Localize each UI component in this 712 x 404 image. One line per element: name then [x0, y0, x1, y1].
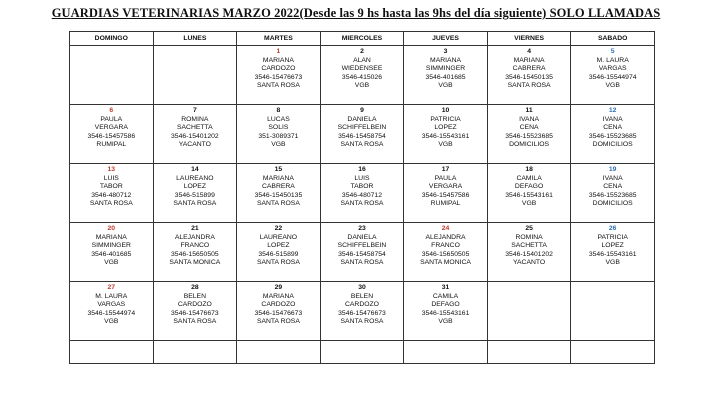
day-number: 7 — [192, 107, 197, 114]
vet-first-name: MARIANA — [430, 56, 462, 64]
vet-phone: 3546-15523685 — [588, 191, 637, 199]
day-cell — [571, 341, 655, 364]
vet-last-name: CARDOZO — [177, 301, 212, 309]
vet-first-name: DANIELA — [347, 233, 377, 241]
header-jueves: JUEVES — [404, 32, 488, 46]
week-row — [70, 164, 655, 223]
day-number: 11 — [525, 107, 533, 114]
day-cell — [404, 282, 488, 341]
day-number: 27 — [107, 284, 116, 291]
day-cell — [571, 164, 655, 223]
vet-phone: 3546-415026 — [341, 73, 382, 81]
header-sabado: SABADO — [571, 32, 655, 46]
vet-first-name: ALEJANDRA — [425, 233, 466, 241]
vet-phone: 3546-15476673 — [171, 309, 219, 317]
vet-first-name: ALAN — [353, 56, 371, 64]
day-number: 23 — [358, 225, 366, 232]
vet-last-name: CABRERA — [512, 65, 546, 73]
vet-phone: 3546-15458754 — [338, 132, 386, 140]
page-title: GUARDIAS VETERINARIAS MARZO 2022(Desde las 9 hs hasta las 9hs del día siguiente) SOLO LLAMADAS — [51, 6, 661, 20]
day-cell — [487, 341, 571, 364]
vet-last-name: FRANCO — [431, 242, 460, 250]
day-cell — [237, 105, 321, 164]
vet-phone: 3546-401685 — [91, 250, 132, 258]
day-number: 18 — [525, 166, 533, 173]
vet-phone: 3546-15476673 — [338, 309, 386, 317]
vet-phone: 3546-15543161 — [505, 191, 553, 199]
vet-location: SANTA ROSA — [256, 82, 300, 90]
vet-first-name: BELEN — [183, 292, 206, 300]
day-cell — [404, 341, 488, 364]
vet-first-name: LUIS — [103, 174, 119, 182]
vet-last-name: SIMMINGER — [91, 242, 131, 250]
vet-phone: 3546-15544974 — [87, 309, 136, 317]
day-cell — [487, 105, 571, 164]
vet-first-name: CAMILA — [516, 174, 542, 182]
calendar-table — [69, 31, 655, 364]
vet-location: SANTA ROSA — [340, 318, 384, 326]
day-cell — [153, 105, 237, 164]
vet-first-name: PATRICIA — [430, 115, 461, 123]
vet-location: SANTA ROSA — [340, 141, 384, 149]
vet-first-name: PATRICIA — [597, 233, 628, 241]
day-cell — [571, 282, 655, 341]
day-cell — [237, 341, 321, 364]
vet-phone: 3546-15458754 — [338, 250, 386, 258]
vet-first-name: CAMILA — [432, 292, 459, 300]
day-cell — [404, 164, 488, 223]
day-cell — [70, 105, 154, 164]
day-number: 8 — [276, 107, 281, 114]
vet-phone: 3546-15543161 — [588, 250, 637, 258]
vet-last-name: LOPEZ — [601, 242, 624, 250]
day-cell — [320, 223, 404, 282]
day-cell — [70, 223, 154, 282]
vet-phone: 3546-15450135 — [505, 73, 553, 81]
vet-first-name: LAUREANO — [259, 233, 298, 241]
day-number: 14 — [191, 166, 199, 173]
day-number: 26 — [608, 225, 617, 232]
header-martes: MARTES — [237, 32, 321, 46]
vet-location: VGB — [354, 82, 370, 90]
header-lunes: LUNES — [153, 32, 237, 46]
day-number: 28 — [191, 284, 199, 291]
vet-location: VGB — [605, 259, 620, 267]
vet-phone: 3546-15650505 — [421, 250, 470, 258]
vet-last-name: LOPEZ — [434, 124, 457, 132]
vet-location: SANTA MONICA — [420, 259, 471, 267]
vet-location: SANTA ROSA — [256, 259, 300, 267]
week-row — [70, 105, 655, 164]
vet-phone: 3546-15457586 — [421, 191, 470, 199]
day-number: 29 — [274, 284, 283, 291]
vet-location: RUMIPAL — [430, 200, 461, 208]
day-number: 1 — [276, 48, 281, 55]
vet-last-name: DEFAGO — [514, 183, 544, 191]
vet-first-name: LUIS — [354, 174, 370, 182]
vet-first-name: MARIANA — [513, 56, 545, 64]
vet-phone: 3546-15543161 — [421, 132, 470, 140]
week-row — [70, 46, 655, 105]
vet-first-name: IVANA — [519, 115, 540, 123]
day-number: 10 — [441, 107, 450, 114]
day-cell — [70, 341, 154, 364]
day-number: 6 — [109, 107, 114, 114]
vet-last-name: CARDOZO — [261, 301, 296, 309]
vet-location: SANTA ROSA — [340, 259, 384, 267]
vet-first-name: PAULA — [434, 174, 457, 182]
vet-phone: 3546-515899 — [258, 250, 299, 258]
vet-location: VGB — [605, 82, 620, 90]
day-cell — [70, 46, 154, 105]
vet-phone: 3546-15543161 — [421, 309, 470, 317]
vet-first-name: DANIELA — [347, 115, 377, 123]
day-cell — [237, 164, 321, 223]
vet-location: SANTA ROSA — [173, 318, 217, 326]
vet-location: VGB — [438, 141, 453, 149]
day-number: 2 — [360, 48, 364, 55]
vet-location: VGB — [104, 318, 119, 326]
day-number: 30 — [358, 284, 366, 291]
vet-location: VGB — [438, 318, 453, 326]
day-cell — [571, 105, 655, 164]
vet-location: SANTA ROSA — [89, 200, 133, 208]
vet-last-name: SACHETTA — [176, 124, 213, 132]
vet-phone: 3546-480712 — [341, 191, 382, 199]
day-number: 24 — [441, 225, 450, 232]
day-number: 22 — [274, 225, 283, 232]
day-cell — [320, 164, 404, 223]
vet-first-name: M. LAURA — [95, 292, 128, 300]
day-cell — [153, 223, 237, 282]
day-number: 16 — [358, 166, 366, 173]
vet-last-name: CARDOZO — [344, 301, 379, 309]
day-cell — [237, 46, 321, 105]
day-number: 15 — [274, 166, 283, 173]
vet-last-name: VARGAS — [97, 301, 126, 309]
vet-phone: 3546-15523685 — [505, 132, 553, 140]
vet-last-name: DEFAGO — [431, 301, 460, 309]
vet-last-name: VARGAS — [598, 65, 627, 73]
vet-location: DOMICILIOS — [592, 200, 633, 208]
vet-location: VGB — [521, 200, 537, 208]
vet-phone: 3546-15476673 — [254, 73, 303, 81]
day-cell — [404, 46, 488, 105]
calendar-body — [70, 46, 655, 364]
day-cell — [237, 282, 321, 341]
day-number: 3 — [443, 48, 448, 55]
day-number: 31 — [441, 284, 450, 291]
vet-last-name: TABOR — [99, 183, 123, 191]
vet-phone: 3546-15401202 — [505, 250, 553, 258]
vet-location: SANTA MONICA — [169, 259, 221, 267]
vet-location: SANTA ROSA — [173, 200, 217, 208]
vet-phone: 3546-15650505 — [171, 250, 219, 258]
vet-last-name: VERGARA — [94, 124, 128, 132]
vet-last-name: SOLIS — [268, 124, 289, 132]
week-row — [70, 341, 655, 364]
day-cell — [487, 46, 571, 105]
day-cell — [320, 341, 404, 364]
header-miercoles: MIERCOLES — [320, 32, 404, 46]
vet-first-name: BELEN — [350, 292, 374, 300]
vet-last-name: WIEDENSEE — [341, 65, 383, 73]
vet-last-name: SIMMINGER — [425, 65, 466, 73]
vet-phone: 3546-15401202 — [171, 132, 219, 140]
vet-phone: 3546-15523685 — [588, 132, 637, 140]
day-cell — [320, 282, 404, 341]
vet-last-name: CENA — [603, 124, 623, 132]
vet-first-name: M. LAURA — [596, 56, 629, 64]
vet-location: SANTA ROSA — [507, 82, 551, 90]
vet-phone: 3546-515899 — [174, 191, 215, 199]
week-row — [70, 223, 655, 282]
header-domingo: DOMINGO — [70, 32, 154, 46]
vet-last-name: CARDOZO — [261, 65, 296, 73]
vet-first-name: MARIANA — [262, 292, 294, 300]
vet-first-name: LAUREANO — [176, 174, 214, 182]
weekday-header-row — [70, 32, 655, 46]
day-number: 12 — [608, 107, 617, 114]
vet-first-name: MARIANA — [262, 174, 294, 182]
day-number: 13 — [107, 166, 116, 173]
vet-first-name: PAULA — [100, 115, 123, 123]
day-cell — [237, 223, 321, 282]
vet-first-name: LUCAS — [267, 115, 290, 123]
day-cell — [487, 223, 571, 282]
vet-last-name: SCHIFFELBEIN — [337, 242, 387, 250]
vet-location: DOMICILIOS — [592, 141, 633, 149]
day-cell — [404, 223, 488, 282]
day-number: 5 — [610, 48, 615, 55]
vet-last-name: CABRERA — [261, 183, 295, 191]
vet-phone: 3546-480712 — [91, 191, 132, 199]
vet-location: SANTA ROSA — [256, 318, 300, 326]
day-cell — [70, 164, 154, 223]
vet-location: SANTA ROSA — [256, 200, 300, 208]
header-viernes: VIERNES — [487, 32, 571, 46]
vet-phone: 3546-15457586 — [87, 132, 136, 140]
day-cell — [571, 223, 655, 282]
day-cell — [70, 282, 154, 341]
vet-location: SANTA ROSA — [340, 200, 384, 208]
vet-last-name: LOPEZ — [267, 242, 290, 250]
vet-location: VGB — [438, 82, 453, 90]
day-number: 21 — [191, 225, 199, 232]
day-cell — [487, 282, 571, 341]
day-cell — [153, 341, 237, 364]
day-number: 17 — [441, 166, 450, 173]
vet-phone: 3546-15450135 — [254, 191, 303, 199]
vet-last-name: SCHIFFELBEIN — [337, 124, 387, 132]
day-cell — [153, 164, 237, 223]
vet-first-name: IVANA — [602, 174, 623, 182]
day-number: 9 — [360, 107, 364, 114]
vet-last-name: CENA — [603, 183, 623, 191]
vet-last-name: SACHETTA — [511, 242, 547, 250]
day-cell — [487, 164, 571, 223]
vet-location: YACANTO — [178, 141, 211, 149]
vet-first-name: MARIANA — [95, 233, 127, 241]
day-cell — [153, 282, 237, 341]
vet-last-name: LOPEZ — [183, 183, 206, 191]
day-number: 19 — [608, 166, 617, 173]
vet-last-name: TABOR — [350, 183, 374, 191]
vet-phone: 3546-15476673 — [254, 309, 303, 317]
vet-location: RUMIPAL — [96, 141, 127, 149]
vet-last-name: FRANCO — [180, 242, 210, 250]
vet-location: VGB — [271, 141, 286, 149]
day-cell — [320, 46, 404, 105]
day-cell — [153, 46, 237, 105]
vet-phone: 3546-15544974 — [588, 73, 637, 81]
vet-first-name: ROMINA — [515, 233, 543, 241]
vet-last-name: VERGARA — [428, 183, 463, 191]
vet-first-name: ROMINA — [181, 115, 209, 123]
day-cell — [571, 46, 655, 105]
vet-location: DOMICILIOS — [509, 141, 550, 149]
vet-location: YACANTO — [512, 259, 546, 267]
day-number: 25 — [525, 225, 533, 232]
day-cell — [404, 105, 488, 164]
vet-last-name: CENA — [519, 124, 539, 132]
vet-location: VGB — [104, 259, 119, 267]
vet-first-name: ALEJANDRA — [174, 233, 215, 241]
week-row — [70, 282, 655, 341]
day-number: 20 — [107, 225, 116, 232]
vet-phone: 3546-401685 — [425, 73, 466, 81]
vet-first-name: MARIANA — [262, 56, 294, 64]
vet-first-name: IVANA — [602, 115, 623, 123]
day-number: 4 — [527, 48, 531, 55]
day-cell — [320, 105, 404, 164]
vet-phone: 351-3089371 — [258, 132, 299, 140]
